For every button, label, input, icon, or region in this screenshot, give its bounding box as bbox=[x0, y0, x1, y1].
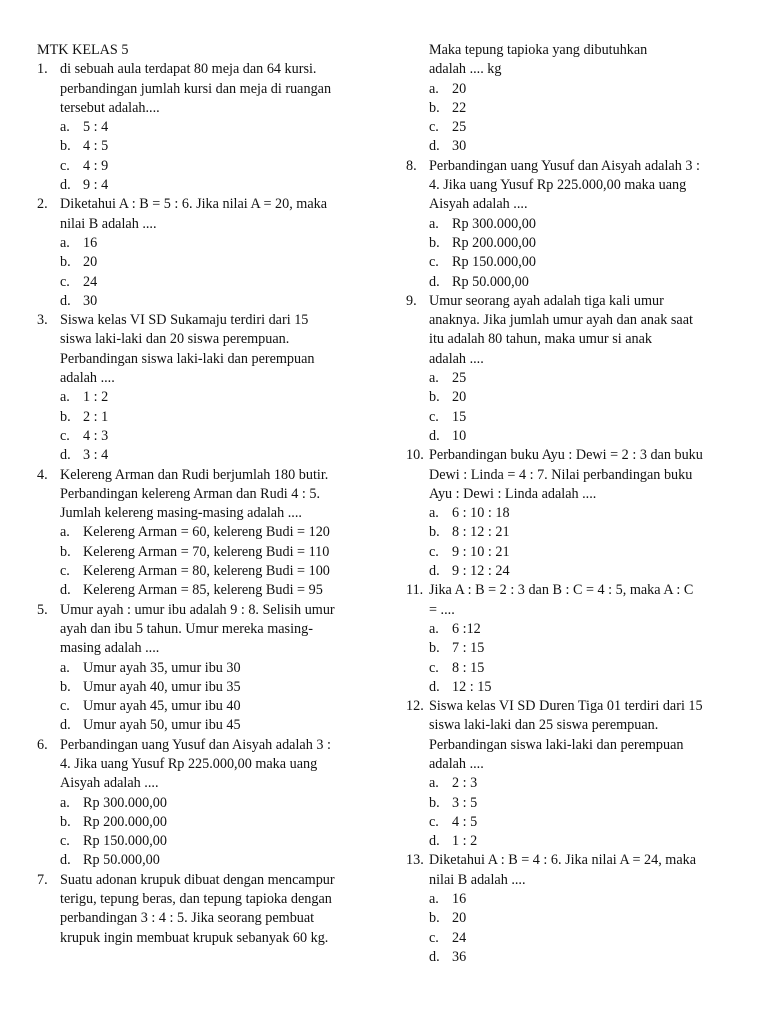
question-text bbox=[60, 871, 367, 948]
question-text-line: Kelereng Arman dan Rudi berjumlah 180 butir. bbox=[60, 466, 329, 483]
answer-option-12-2 bbox=[406, 813, 736, 832]
question-text-line: perbandingan jumlah kursi dan meja di ruangan bbox=[60, 80, 332, 97]
answer-option-11-2 bbox=[406, 659, 736, 678]
question-5 bbox=[37, 601, 367, 736]
question-number: 5. bbox=[37, 601, 48, 618]
answer-option-7-0 bbox=[406, 80, 736, 99]
question-text-line: Umur seorang ayah adalah tiga kali umur bbox=[429, 292, 664, 309]
question-text-line: nilai B adalah .... bbox=[429, 871, 526, 888]
option-letter: a. bbox=[60, 119, 70, 136]
option-text: 1 : 2 bbox=[83, 389, 109, 406]
question-number: 7. bbox=[37, 871, 48, 888]
question-number: 4. bbox=[37, 466, 48, 483]
question-stem bbox=[37, 736, 367, 794]
answer-option-7-1 bbox=[406, 99, 736, 118]
answer-option-11-3 bbox=[406, 678, 736, 697]
option-letter: d. bbox=[429, 948, 440, 965]
question-text bbox=[429, 851, 736, 890]
answer-option-13-2 bbox=[406, 929, 736, 948]
question-8 bbox=[406, 157, 736, 292]
question-stem bbox=[37, 466, 367, 524]
option-text: 24 bbox=[83, 273, 98, 290]
option-text: Rp 50.000,00 bbox=[452, 273, 529, 290]
answer-option-3-3 bbox=[37, 446, 367, 465]
right-column bbox=[406, 41, 736, 967]
question-12 bbox=[406, 697, 736, 851]
answer-option-10-3 bbox=[406, 562, 736, 581]
question-1 bbox=[37, 60, 367, 195]
answer-option-9-1 bbox=[406, 388, 736, 407]
option-letter: b. bbox=[60, 813, 71, 830]
answer-option-4-1 bbox=[37, 543, 367, 562]
question-7-continuation bbox=[406, 80, 736, 157]
option-letter: b. bbox=[429, 99, 440, 116]
option-letter: a. bbox=[429, 775, 439, 792]
option-letter: c. bbox=[60, 563, 70, 580]
option-text: 6 : 10 : 18 bbox=[452, 505, 510, 522]
option-letter: d. bbox=[60, 447, 71, 464]
option-letter: b. bbox=[60, 678, 71, 695]
option-text: Rp 150.000,00 bbox=[452, 254, 536, 271]
question-number: 10. bbox=[406, 447, 424, 464]
option-letter: d. bbox=[429, 138, 440, 155]
question-2 bbox=[37, 195, 367, 311]
question-7-continuation-line: adalah .... kg bbox=[429, 61, 502, 78]
option-letter: d. bbox=[429, 833, 440, 850]
option-letter: a. bbox=[60, 524, 70, 541]
option-text: 36 bbox=[452, 948, 467, 965]
option-letter: c. bbox=[429, 408, 439, 425]
question-stem bbox=[406, 292, 736, 369]
question-text-line: Suatu adonan krupuk dibuat dengan mencampur bbox=[60, 871, 335, 888]
question-text bbox=[60, 60, 367, 118]
question-text bbox=[60, 195, 367, 234]
question-text-line: perbandingan 3 : 4 : 5. Jika seorang pembuat bbox=[60, 910, 315, 927]
option-text: 5 : 4 bbox=[83, 119, 109, 136]
answer-option-8-1 bbox=[406, 234, 736, 253]
option-text: 22 bbox=[452, 99, 467, 116]
question-6 bbox=[37, 736, 367, 871]
answer-option-1-2 bbox=[37, 157, 367, 176]
option-text: 4 : 5 bbox=[83, 138, 109, 155]
question-text-line: Siswa kelas VI SD Sukamaju terdiri dari 15 bbox=[60, 312, 309, 329]
question-text-line: Perbandingan uang Yusuf dan Aisyah adalah 3 : bbox=[60, 736, 331, 753]
answer-option-1-0 bbox=[37, 118, 367, 137]
answer-option-1-1 bbox=[37, 137, 367, 156]
document-title: MTK KELAS 5 bbox=[37, 42, 129, 58]
option-letter: d. bbox=[60, 292, 71, 309]
option-text: Umur ayah 40, umur ibu 35 bbox=[83, 678, 241, 695]
answer-option-5-0 bbox=[37, 659, 367, 678]
option-text: Umur ayah 35, umur ibu 30 bbox=[83, 659, 241, 676]
option-text: 2 : 1 bbox=[83, 408, 109, 425]
option-letter: a. bbox=[429, 80, 439, 97]
question-text-line: adalah .... bbox=[429, 755, 484, 772]
question-text-line: tersebut adalah.... bbox=[60, 99, 160, 116]
question-text-line: Perbandingan siswa laki-laki dan perempuan bbox=[60, 350, 315, 367]
option-text: 3 : 5 bbox=[452, 794, 478, 811]
option-text: 8 : 12 : 21 bbox=[452, 524, 510, 541]
option-text: Kelereng Arman = 70, kelereng Budi = 110 bbox=[83, 543, 330, 560]
question-text-line: siswa laki-laki dan 20 siswa perempuan. bbox=[60, 331, 290, 348]
answer-option-5-1 bbox=[37, 678, 367, 697]
answer-option-2-1 bbox=[37, 253, 367, 272]
option-text: Rp 300.000,00 bbox=[83, 794, 167, 811]
answer-option-7-2 bbox=[406, 118, 736, 137]
question-text-line: Ayu : Dewi : Linda adalah .... bbox=[429, 485, 597, 502]
question-text-line: Siswa kelas VI SD Duren Tiga 01 terdiri dari 15 bbox=[429, 698, 703, 715]
option-letter: c. bbox=[429, 254, 439, 271]
question-9 bbox=[406, 292, 736, 446]
option-letter: c. bbox=[429, 543, 439, 560]
option-text: Umur ayah 50, umur ibu 45 bbox=[83, 717, 241, 734]
option-letter: a. bbox=[429, 891, 439, 908]
option-text: Rp 300.000,00 bbox=[452, 215, 536, 232]
option-text: 25 bbox=[452, 119, 467, 136]
answer-option-4-3 bbox=[37, 581, 367, 600]
question-text-line: krupuk ingin membuat krupuk sebanyak 60 kg. bbox=[60, 929, 329, 946]
answer-option-2-2 bbox=[37, 273, 367, 292]
option-text: 7 : 15 bbox=[452, 640, 485, 657]
option-letter: a. bbox=[429, 620, 439, 637]
option-text: 2 : 3 bbox=[452, 775, 478, 792]
question-11 bbox=[406, 581, 736, 697]
option-letter: c. bbox=[60, 273, 70, 290]
answer-option-12-0 bbox=[406, 774, 736, 793]
option-letter: a. bbox=[60, 794, 70, 811]
question-stem bbox=[37, 311, 367, 388]
answer-option-9-3 bbox=[406, 427, 736, 446]
option-letter: c. bbox=[429, 119, 439, 136]
option-text: 6 :12 bbox=[452, 620, 481, 637]
question-number: 2. bbox=[37, 196, 48, 213]
option-letter: c. bbox=[429, 813, 439, 830]
option-letter: d. bbox=[429, 678, 440, 695]
option-text: Rp 200.000,00 bbox=[83, 813, 167, 830]
question-text-line: anaknya. Jika jumlah umur ayah dan anak saat bbox=[429, 312, 693, 329]
option-text: 9 : 4 bbox=[83, 177, 109, 194]
question-text-line: itu adalah 80 tahun, maka umur si anak bbox=[429, 331, 652, 348]
question-text-line: = .... bbox=[429, 601, 455, 618]
answer-option-10-1 bbox=[406, 523, 736, 542]
question-stem bbox=[37, 195, 367, 234]
question-text-line: Perbandingan siswa laki-laki dan perempuan bbox=[429, 736, 684, 753]
option-text: 10 bbox=[452, 427, 467, 444]
question-text-line: di sebuah aula terdapat 80 meja dan 64 kursi. bbox=[60, 61, 317, 78]
question-13 bbox=[406, 851, 736, 967]
option-letter: b. bbox=[429, 234, 440, 251]
question-text bbox=[60, 311, 367, 388]
answer-option-9-0 bbox=[406, 369, 736, 388]
answer-option-10-2 bbox=[406, 543, 736, 562]
question-stem bbox=[406, 697, 736, 774]
question-text bbox=[429, 697, 736, 774]
option-letter: b. bbox=[60, 254, 71, 271]
left-column bbox=[37, 41, 367, 948]
question-text-line: siswa laki-laki dan 25 siswa perempuan. bbox=[429, 717, 659, 734]
option-text: Rp 150.000,00 bbox=[83, 833, 167, 850]
option-text: 9 : 12 : 24 bbox=[452, 563, 510, 580]
option-letter: d. bbox=[429, 427, 440, 444]
answer-option-3-1 bbox=[37, 408, 367, 427]
option-text: 3 : 4 bbox=[83, 447, 109, 464]
question-stem bbox=[37, 871, 367, 948]
question-stem bbox=[37, 601, 367, 659]
option-letter: c. bbox=[60, 427, 70, 444]
answer-option-9-2 bbox=[406, 408, 736, 427]
answer-option-6-3 bbox=[37, 851, 367, 870]
question-text bbox=[429, 446, 736, 504]
question-number: 8. bbox=[406, 157, 417, 174]
question-4 bbox=[37, 466, 367, 601]
question-text-line: ayah dan ibu 5 tahun. Umur mereka masing- bbox=[60, 620, 313, 637]
question-text-line: adalah .... bbox=[429, 350, 484, 367]
question-number: 1. bbox=[37, 61, 48, 78]
option-letter: d. bbox=[429, 273, 440, 290]
option-text: 30 bbox=[452, 138, 467, 155]
option-text: 24 bbox=[452, 929, 467, 946]
option-text: 16 bbox=[83, 234, 98, 251]
option-text: Kelereng Arman = 80, kelereng Budi = 100 bbox=[83, 563, 330, 580]
question-text bbox=[60, 601, 367, 659]
question-text-line: Perbandingan uang Yusuf dan Aisyah adalah 3 : bbox=[429, 157, 700, 174]
option-letter: a. bbox=[429, 505, 439, 522]
question-text-line: Aisyah adalah .... bbox=[60, 775, 159, 792]
option-text: Umur ayah 45, umur ibu 40 bbox=[83, 698, 241, 715]
option-text: 4 : 5 bbox=[452, 813, 478, 830]
question-text-line: Perbandingan kelereng Arman dan Rudi 4 : 5. bbox=[60, 485, 321, 502]
option-letter: b. bbox=[429, 389, 440, 406]
option-letter: d. bbox=[60, 852, 71, 869]
question-text-line: Umur ayah : umur ibu adalah 9 : 8. Selisih umur bbox=[60, 601, 335, 618]
answer-option-4-0 bbox=[37, 523, 367, 542]
option-text: 16 bbox=[452, 891, 467, 908]
answer-option-13-1 bbox=[406, 909, 736, 928]
question-7-continuation-line: Maka tepung tapioka yang dibutuhkan bbox=[429, 42, 648, 58]
answer-option-5-2 bbox=[37, 697, 367, 716]
option-letter: d. bbox=[60, 582, 71, 599]
question-7 bbox=[37, 871, 367, 948]
option-text: 30 bbox=[83, 292, 98, 309]
question-text-line: nilai B adalah .... bbox=[60, 215, 157, 232]
answer-option-6-2 bbox=[37, 832, 367, 851]
answer-option-11-1 bbox=[406, 639, 736, 658]
option-text: 20 bbox=[452, 80, 467, 97]
option-letter: c. bbox=[60, 157, 70, 174]
answer-option-11-0 bbox=[406, 620, 736, 639]
option-text: 1 : 2 bbox=[452, 833, 478, 850]
option-letter: a. bbox=[60, 234, 70, 251]
answer-option-3-2 bbox=[37, 427, 367, 446]
question-text-line: Perbandingan buku Ayu : Dewi = 2 : 3 dan buku bbox=[429, 447, 703, 464]
question-text-line: terigu, tepung beras, dan tepung tapioka dengan bbox=[60, 891, 332, 908]
option-letter: a. bbox=[60, 389, 70, 406]
question-stem bbox=[406, 851, 736, 890]
question-number: 11. bbox=[406, 582, 424, 599]
answer-option-8-0 bbox=[406, 215, 736, 234]
option-text: 4 : 9 bbox=[83, 157, 109, 174]
question-text bbox=[429, 157, 736, 215]
option-letter: c. bbox=[60, 833, 70, 850]
question-stem bbox=[406, 446, 736, 504]
option-text: Rp 50.000,00 bbox=[83, 852, 160, 869]
question-text-line: Diketahui A : B = 5 : 6. Jika nilai A = 20, maka bbox=[60, 196, 328, 213]
answer-option-13-0 bbox=[406, 890, 736, 909]
option-text: 4 : 3 bbox=[83, 427, 109, 444]
answer-option-1-3 bbox=[37, 176, 367, 195]
option-letter: a. bbox=[429, 215, 439, 232]
answer-option-12-3 bbox=[406, 832, 736, 851]
question-text-line: 4. Jika uang Yusuf Rp 225.000,00 maka uang bbox=[429, 177, 687, 194]
question-text-line: Jika A : B = 2 : 3 dan B : C = 4 : 5, maka A : C bbox=[429, 582, 694, 599]
option-text: 12 : 15 bbox=[452, 678, 492, 695]
option-text: Kelereng Arman = 85, kelereng Budi = 95 bbox=[83, 582, 323, 599]
question-text bbox=[60, 466, 367, 524]
question-stem bbox=[406, 581, 736, 620]
answer-option-7-3 bbox=[406, 137, 736, 156]
option-text: 20 bbox=[83, 254, 98, 271]
question-number: 9. bbox=[406, 292, 417, 309]
question-10 bbox=[406, 446, 736, 581]
question-text-line: Jumlah kelereng masing-masing adalah .... bbox=[60, 505, 302, 522]
option-letter: b. bbox=[60, 543, 71, 560]
option-letter: b. bbox=[429, 640, 440, 657]
answer-option-13-3 bbox=[406, 948, 736, 967]
answer-option-3-0 bbox=[37, 388, 367, 407]
answer-option-6-1 bbox=[37, 813, 367, 832]
option-text: Kelereng Arman = 60, kelereng Budi = 120 bbox=[83, 524, 330, 541]
option-text: 20 bbox=[452, 910, 467, 927]
question-number: 3. bbox=[37, 312, 48, 329]
answer-option-12-1 bbox=[406, 794, 736, 813]
answer-option-5-3 bbox=[37, 716, 367, 735]
answer-option-6-0 bbox=[37, 794, 367, 813]
option-text: 15 bbox=[452, 408, 467, 425]
question-text-line: masing adalah .... bbox=[60, 640, 160, 657]
question-text-line: Aisyah adalah .... bbox=[429, 196, 528, 213]
question-stem bbox=[37, 60, 367, 118]
option-letter: b. bbox=[60, 138, 71, 155]
option-letter: c. bbox=[429, 929, 439, 946]
question-text-line: Dewi : Linda = 4 : 7. Nilai perbandingan buku bbox=[429, 466, 693, 483]
question-text-line: Diketahui A : B = 4 : 6. Jika nilai A = 24, maka bbox=[429, 852, 697, 869]
question-text bbox=[429, 581, 736, 620]
answer-option-10-0 bbox=[406, 504, 736, 523]
option-letter: a. bbox=[60, 659, 70, 676]
option-letter: b. bbox=[429, 794, 440, 811]
option-text: 8 : 15 bbox=[452, 659, 485, 676]
question-text-line: 4. Jika uang Yusuf Rp 225.000,00 maka uang bbox=[60, 755, 318, 772]
answer-option-8-3 bbox=[406, 273, 736, 292]
question-text-line: adalah .... bbox=[60, 370, 115, 387]
question-number: 6. bbox=[37, 736, 48, 753]
question-number: 12. bbox=[406, 698, 424, 715]
answer-option-4-2 bbox=[37, 562, 367, 581]
option-letter: b. bbox=[429, 524, 440, 541]
option-text: 20 bbox=[452, 389, 467, 406]
option-letter: c. bbox=[60, 698, 70, 715]
option-letter: a. bbox=[429, 370, 439, 387]
option-text: 25 bbox=[452, 370, 467, 387]
option-letter: c. bbox=[429, 659, 439, 676]
option-letter: b. bbox=[429, 910, 440, 927]
option-letter: d. bbox=[60, 717, 71, 734]
option-letter: b. bbox=[60, 408, 71, 425]
question-text bbox=[60, 736, 367, 794]
question-3 bbox=[37, 311, 367, 465]
option-text: Rp 200.000,00 bbox=[452, 234, 536, 251]
question-number: 13. bbox=[406, 852, 424, 869]
answer-option-8-2 bbox=[406, 253, 736, 272]
answer-option-2-3 bbox=[37, 292, 367, 311]
answer-option-2-0 bbox=[37, 234, 367, 253]
question-stem bbox=[406, 157, 736, 215]
option-letter: d. bbox=[429, 563, 440, 580]
question-text bbox=[429, 292, 736, 369]
option-letter: d. bbox=[60, 177, 71, 194]
option-text: 9 : 10 : 21 bbox=[452, 543, 510, 560]
